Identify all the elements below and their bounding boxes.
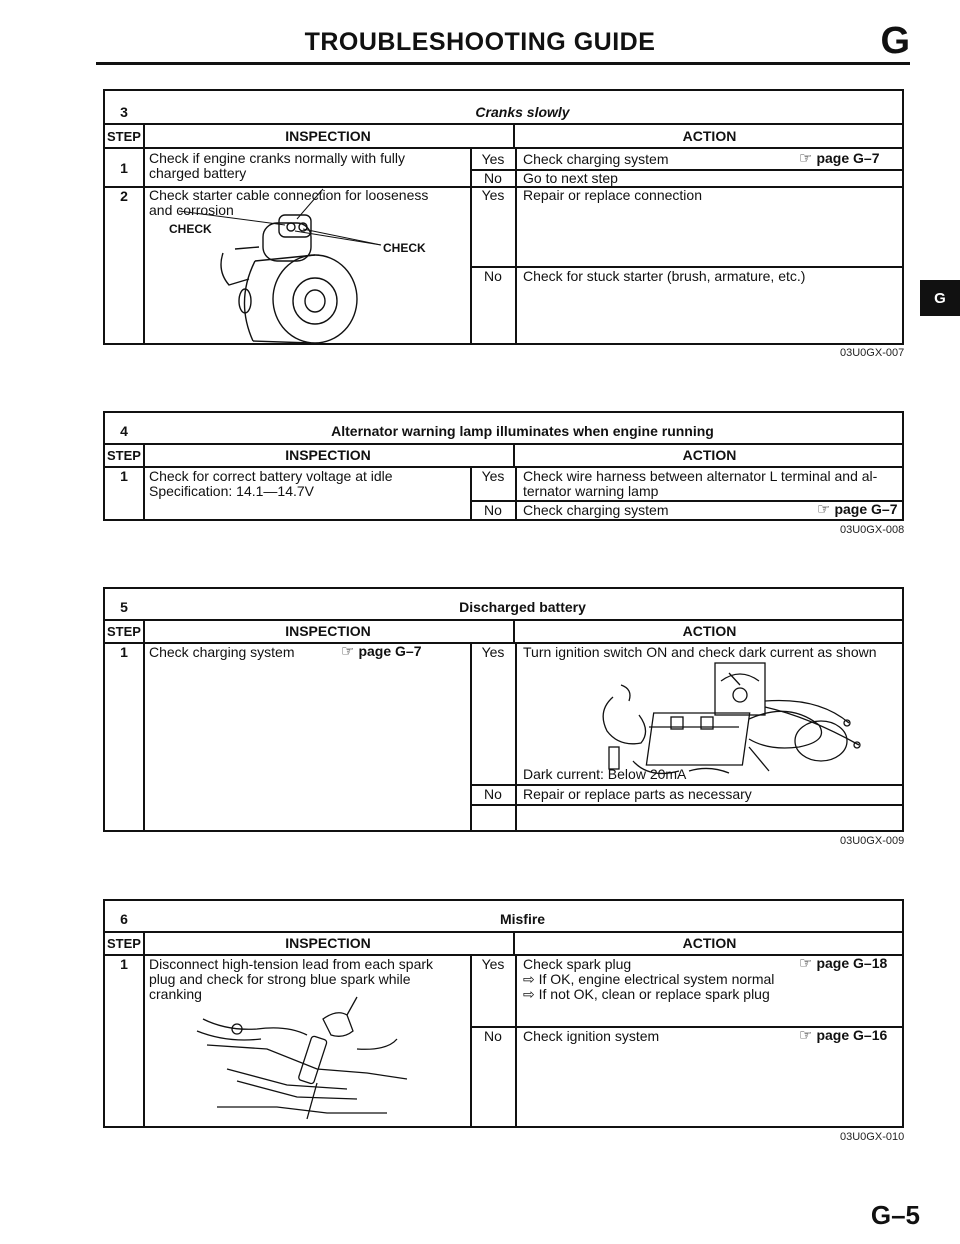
- no-label: No: [484, 1028, 502, 1044]
- step-header: STEP: [107, 448, 141, 463]
- step-number: 2: [120, 188, 128, 204]
- table-number: 6: [120, 911, 128, 927]
- step-header: STEP: [107, 129, 141, 144]
- inspection-header: INSPECTION: [285, 623, 371, 639]
- page-title: TROUBLESHOOTING GUIDE: [304, 28, 656, 56]
- hollow-arrow-icon: ⇨: [523, 971, 539, 987]
- yes-label: Yes: [481, 644, 505, 660]
- step-header: STEP: [107, 936, 141, 951]
- yes-label: Yes: [481, 187, 505, 203]
- page-reference: ☞ page G–7: [817, 501, 898, 518]
- header-rule: [96, 62, 910, 65]
- step-number: 1: [120, 468, 128, 484]
- inspection-header: INSPECTION: [285, 128, 371, 144]
- figure-code: 03U0GX-010: [840, 1131, 905, 1143]
- troubleshooting-table-6: [103, 899, 904, 1128]
- page-reference: ☞ page G–18: [799, 955, 888, 972]
- reference-arrow-icon: ☞: [341, 643, 355, 660]
- inspection-header: INSPECTION: [285, 447, 371, 463]
- inspection-text: Check charging system: [149, 644, 295, 660]
- yes-sub-ok: ⇨ If OK, engine electrical system normal: [523, 971, 775, 987]
- no-action: Check for stuck starter (brush, armature, etc.): [523, 268, 806, 284]
- callout-label: CHECK: [169, 222, 212, 236]
- yes-label: Yes: [481, 151, 505, 167]
- callout-label: CHECK: [383, 241, 426, 255]
- starter-motor-illustration: [215, 201, 375, 351]
- action-header: ACTION: [682, 128, 737, 144]
- table-title: Misfire: [499, 911, 546, 927]
- no-action: Check ignition system: [523, 1028, 660, 1044]
- step-number: 1: [120, 644, 128, 660]
- table-title: Alternator warning lamp illuminates when engine running: [331, 423, 714, 439]
- reference-arrow-icon: ☞: [817, 501, 831, 518]
- yes-action: Check wire harness between alternator L terminal and al- ternator warning lamp: [523, 468, 878, 499]
- action-header: ACTION: [682, 623, 737, 639]
- table-number: 3: [120, 104, 128, 120]
- no-action: Repair or replace parts as necessary: [523, 786, 752, 802]
- no-action: Go to next step: [523, 170, 618, 186]
- reference-arrow-icon: ☞: [799, 955, 813, 972]
- troubleshooting-table-4: [103, 411, 904, 521]
- section-letter: G: [880, 20, 910, 62]
- yes-action: Check charging system: [523, 151, 669, 167]
- troubleshooting-table-3: [103, 89, 904, 345]
- step-number: 1: [120, 956, 128, 972]
- table-number: 5: [120, 599, 128, 615]
- yes-action: Repair or replace connection: [523, 187, 702, 203]
- inspection-text: Disconnect high-tension lead from each spark plug and check for strong blue spark while cranking: [149, 956, 434, 1002]
- inspection-text: Check for correct battery voltage at idle Specification: 14.1—14.7V: [149, 468, 393, 499]
- yes-action: Check spark plug: [523, 956, 632, 972]
- inspection-header: INSPECTION: [285, 935, 371, 951]
- page-reference: ☞ page G–7: [799, 150, 880, 167]
- yes-label: Yes: [481, 956, 505, 972]
- no-label: No: [484, 786, 502, 802]
- action-header: ACTION: [682, 935, 737, 951]
- page-number: G–5: [870, 1200, 920, 1230]
- step-header: STEP: [107, 624, 141, 639]
- spark-plug-lead-illustration: [197, 1009, 417, 1127]
- dark-current-test-illustration: [589, 661, 879, 783]
- yes-label: Yes: [481, 468, 505, 484]
- no-label: No: [484, 502, 502, 518]
- reference-arrow-icon: ☞: [799, 1027, 813, 1044]
- no-action: Check charging system: [523, 502, 669, 518]
- yes-sub-not-ok: ⇨ If not OK, clean or replace spark plug: [523, 986, 770, 1002]
- table-title: Cranks slowly: [475, 104, 570, 120]
- page-reference: ☞ page G–16: [799, 1027, 888, 1044]
- page-reference: ☞ page G–7: [341, 643, 422, 660]
- no-label: No: [484, 170, 502, 186]
- no-label: No: [484, 268, 502, 284]
- step-number: 1: [120, 160, 128, 176]
- figure-code: 03U0GX-007: [840, 347, 905, 359]
- hollow-arrow-icon: ⇨: [523, 986, 539, 1002]
- inspection-text: Check if engine cranks normally with fully charged battery: [149, 150, 405, 181]
- inspection-text: Check starter cable connection for looseness and corrosion: [149, 187, 429, 218]
- table-title: Discharged battery: [459, 599, 586, 615]
- table-number: 4: [120, 423, 128, 439]
- figure-code: 03U0GX-009: [840, 835, 905, 847]
- dark-current-note: Dark current: Below 20mA: [523, 766, 687, 782]
- reference-arrow-icon: ☞: [799, 150, 813, 167]
- yes-action: Turn ignition switch ON and check dark current as shown: [523, 644, 877, 660]
- troubleshooting-table-5: [103, 587, 904, 832]
- section-side-tab: G: [920, 280, 960, 316]
- action-header: ACTION: [682, 447, 737, 463]
- figure-code: 03U0GX-008: [840, 524, 905, 536]
